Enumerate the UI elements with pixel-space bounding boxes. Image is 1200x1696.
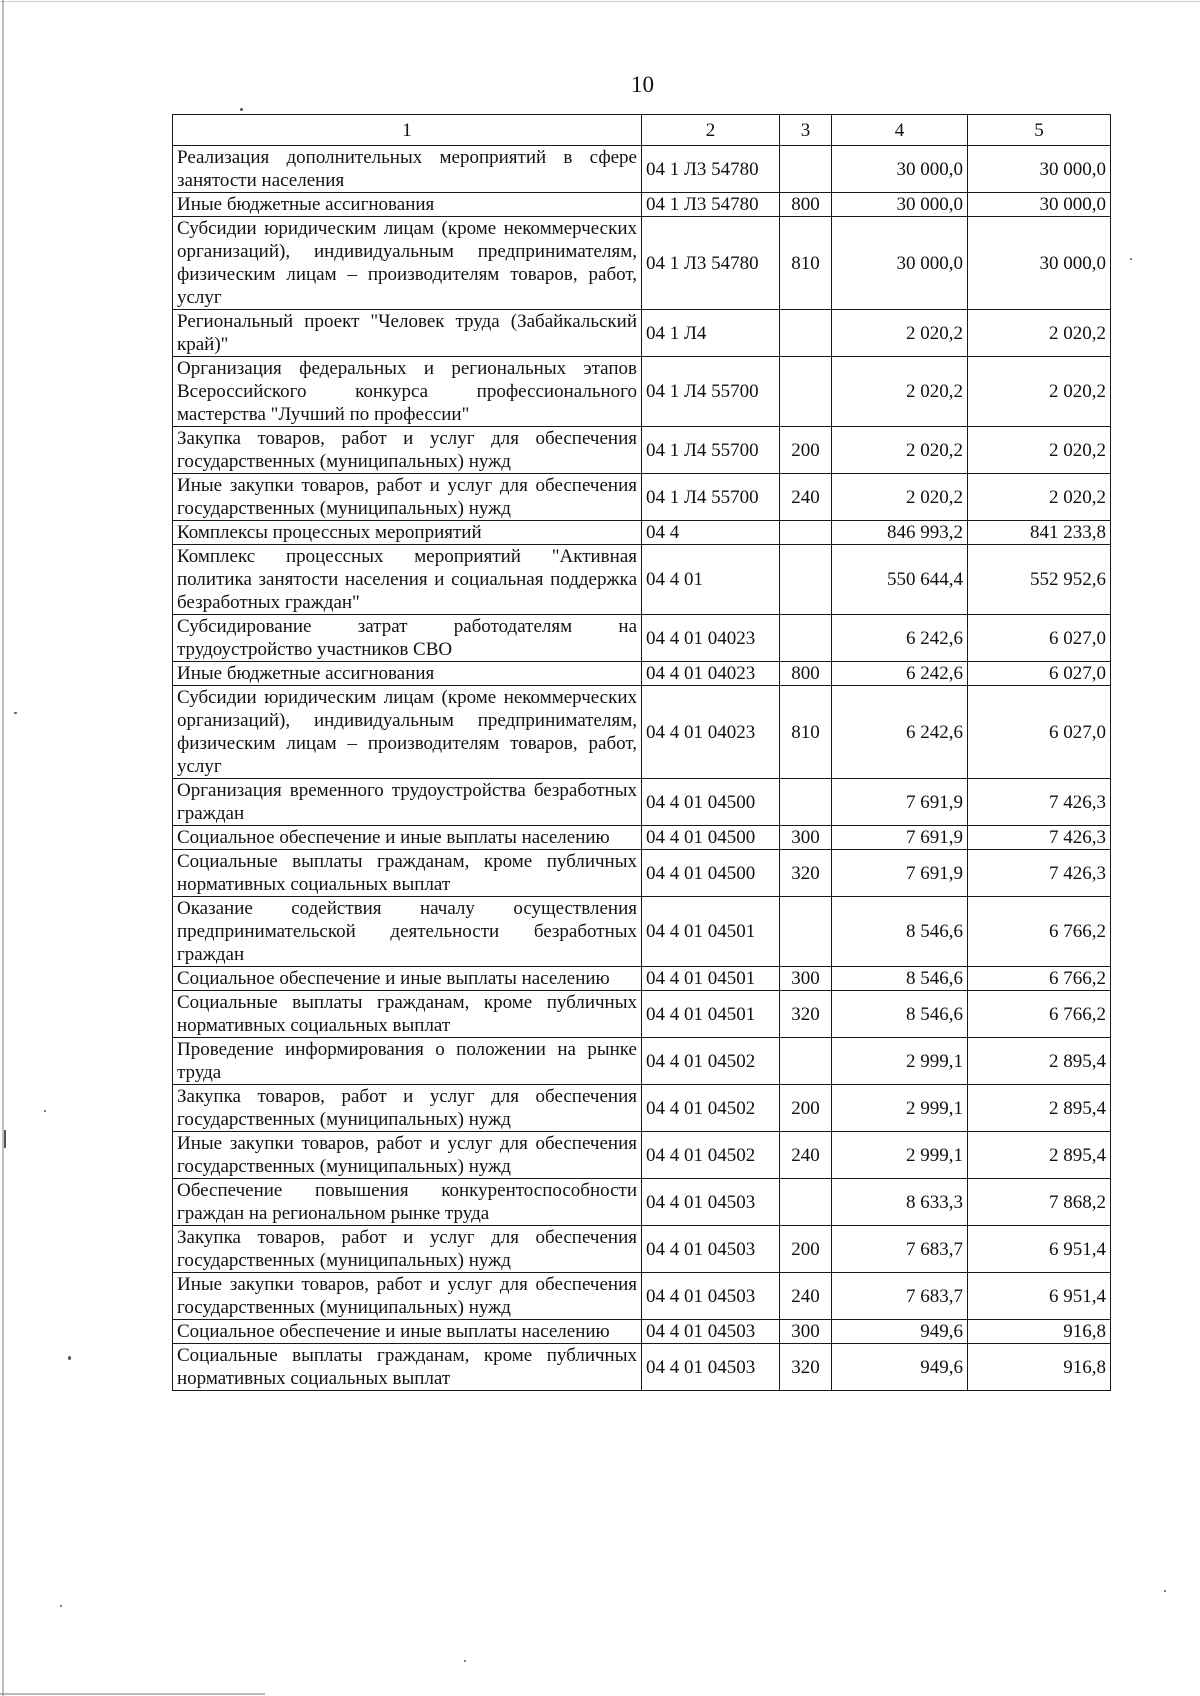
row-code-cell: 04 4 01 04503 xyxy=(642,1179,780,1226)
column-header-expense-type: 3 xyxy=(780,115,832,146)
scan-edge-bottom xyxy=(0,1693,265,1695)
row-amount-year-1-cell: 7 691,9 xyxy=(832,850,968,897)
row-name-cell: Иные закупки товаров, работ и услуг для обеспечения государственных (муниципальных) нужд xyxy=(173,474,642,521)
scan-speck xyxy=(464,1660,466,1662)
row-name-cell: Социальные выплаты гражданам, кроме публичных нормативных социальных выплат xyxy=(173,1344,642,1391)
row-name-cell: Социальное обеспечение и иные выплаты населению xyxy=(173,1320,642,1344)
row-amount-year-1-cell: 7 691,9 xyxy=(832,779,968,826)
row-expense-type-cell: 300 xyxy=(780,1320,832,1344)
table-row xyxy=(173,146,1111,193)
row-code-cell: 04 4 01 04500 xyxy=(642,779,780,826)
table-row xyxy=(173,1320,1111,1344)
row-name-cell: Иные закупки товаров, работ и услуг для обеспечения государственных (муниципальных) нужд xyxy=(173,1132,642,1179)
row-expense-type-cell: 240 xyxy=(780,1132,832,1179)
scan-speck xyxy=(1130,258,1132,260)
table-row xyxy=(173,474,1111,521)
row-amount-year-2-cell: 552 952,6 xyxy=(968,545,1111,615)
row-code-cell: 04 4 01 04503 xyxy=(642,1273,780,1320)
row-code-cell: 04 4 01 04500 xyxy=(642,826,780,850)
row-expense-type-cell: 320 xyxy=(780,850,832,897)
row-amount-year-1-cell: 7 691,9 xyxy=(832,826,968,850)
row-code-cell: 04 4 01 04502 xyxy=(642,1038,780,1085)
table-row xyxy=(173,991,1111,1038)
row-amount-year-2-cell: 6 027,0 xyxy=(968,662,1111,686)
row-code-cell: 04 1 Л4 55700 xyxy=(642,357,780,427)
table-row xyxy=(173,1273,1111,1320)
row-name-cell: Субсидии юридическим лицам (кроме некоммерческих организаций), индивидуальным предпринимателям, физическим лицам – производителям товаров, работ, услуг xyxy=(173,217,642,310)
row-amount-year-1-cell: 8 546,6 xyxy=(832,897,968,967)
row-amount-year-1-cell: 2 999,1 xyxy=(832,1038,968,1085)
row-code-cell: 04 4 01 04501 xyxy=(642,897,780,967)
row-name-cell: Комплексы процессных мероприятий xyxy=(173,521,642,545)
table-row xyxy=(173,615,1111,662)
row-name-cell: Социальное обеспечение и иные выплаты населению xyxy=(173,826,642,850)
row-code-cell: 04 4 01 04503 xyxy=(642,1226,780,1273)
row-expense-type-cell xyxy=(780,1179,832,1226)
row-amount-year-2-cell: 2 020,2 xyxy=(968,474,1111,521)
row-expense-type-cell: 320 xyxy=(780,991,832,1038)
row-amount-year-1-cell: 846 993,2 xyxy=(832,521,968,545)
row-code-cell: 04 1 Л3 54780 xyxy=(642,193,780,217)
row-amount-year-2-cell: 6 951,4 xyxy=(968,1273,1111,1320)
column-header-name: 1 xyxy=(173,115,642,146)
row-name-cell: Закупка товаров, работ и услуг для обеспечения государственных (муниципальных) нужд xyxy=(173,1226,642,1273)
column-header-amount-year-1: 4 xyxy=(832,115,968,146)
row-code-cell: 04 4 01 04023 xyxy=(642,662,780,686)
row-amount-year-2-cell: 2 020,2 xyxy=(968,427,1111,474)
scan-edge-left xyxy=(2,0,4,1696)
row-name-cell: Субсидирование затрат работодателям на трудоустройство участников СВО xyxy=(173,615,642,662)
table-row xyxy=(173,967,1111,991)
row-amount-year-1-cell: 2 020,2 xyxy=(832,427,968,474)
row-name-cell: Закупка товаров, работ и услуг для обеспечения государственных (муниципальных) нужд xyxy=(173,427,642,474)
row-code-cell: 04 4 01 04503 xyxy=(642,1344,780,1391)
row-amount-year-2-cell: 6 951,4 xyxy=(968,1226,1111,1273)
row-code-cell: 04 4 01 04023 xyxy=(642,686,780,779)
row-expense-type-cell: 800 xyxy=(780,662,832,686)
scan-speck xyxy=(44,1110,46,1112)
table-row xyxy=(173,779,1111,826)
row-name-cell: Иные бюджетные ассигнования xyxy=(173,662,642,686)
row-amount-year-2-cell: 7 426,3 xyxy=(968,850,1111,897)
table-row xyxy=(173,217,1111,310)
row-name-cell: Проведение информирования о положении на рынке труда xyxy=(173,1038,642,1085)
row-expense-type-cell xyxy=(780,357,832,427)
row-name-cell: Организация временного трудоустройства безработных граждан xyxy=(173,779,642,826)
page-number: 10 xyxy=(631,72,654,97)
scan-speck xyxy=(14,712,17,714)
row-amount-year-1-cell: 30 000,0 xyxy=(832,193,968,217)
row-expense-type-cell: 240 xyxy=(780,1273,832,1320)
row-name-cell: Социальные выплаты гражданам, кроме публичных нормативных социальных выплат xyxy=(173,991,642,1038)
table-row xyxy=(173,662,1111,686)
row-amount-year-2-cell: 6 027,0 xyxy=(968,686,1111,779)
row-amount-year-1-cell: 6 242,6 xyxy=(832,615,968,662)
table-row xyxy=(173,545,1111,615)
row-expense-type-cell: 200 xyxy=(780,427,832,474)
table-row xyxy=(173,850,1111,897)
row-expense-type-cell: 300 xyxy=(780,967,832,991)
row-amount-year-2-cell: 2 895,4 xyxy=(968,1085,1111,1132)
row-amount-year-2-cell: 30 000,0 xyxy=(968,146,1111,193)
row-name-cell: Комплекс процессных мероприятий "Активная политика занятости населения и социальная поддержка безработных граждан" xyxy=(173,545,642,615)
row-code-cell: 04 1 Л4 55700 xyxy=(642,474,780,521)
row-expense-type-cell: 810 xyxy=(780,217,832,310)
row-name-cell: Субсидии юридическим лицам (кроме некоммерческих организаций), индивидуальным предпринимателям, физическим лицам – производителям товаров, работ, услуг xyxy=(173,686,642,779)
row-code-cell: 04 4 01 04501 xyxy=(642,967,780,991)
row-name-cell: Обеспечение повышения конкурентоспособности граждан на региональном рынке труда xyxy=(173,1179,642,1226)
row-amount-year-1-cell: 6 242,6 xyxy=(832,662,968,686)
row-code-cell: 04 4 01 04503 xyxy=(642,1320,780,1344)
scan-speck xyxy=(1164,1590,1166,1592)
row-amount-year-2-cell: 6 766,2 xyxy=(968,991,1111,1038)
row-expense-type-cell xyxy=(780,146,832,193)
row-amount-year-2-cell: 6 027,0 xyxy=(968,615,1111,662)
row-expense-type-cell xyxy=(780,545,832,615)
row-expense-type-cell xyxy=(780,1038,832,1085)
budget-table xyxy=(172,114,1111,1391)
row-code-cell: 04 4 01 xyxy=(642,545,780,615)
row-amount-year-2-cell: 6 766,2 xyxy=(968,967,1111,991)
row-name-cell: Оказание содействия началу осуществления предпринимательской деятельности безработных граждан xyxy=(173,897,642,967)
row-amount-year-1-cell: 8 633,3 xyxy=(832,1179,968,1226)
row-code-cell: 04 1 Л4 55700 xyxy=(642,427,780,474)
row-name-cell: Социальные выплаты гражданам, кроме публичных нормативных социальных выплат xyxy=(173,850,642,897)
column-header-code: 2 xyxy=(642,115,780,146)
table-row xyxy=(173,1226,1111,1273)
row-code-cell: 04 4 01 04023 xyxy=(642,615,780,662)
row-amount-year-2-cell: 2 020,2 xyxy=(968,357,1111,427)
row-expense-type-cell: 200 xyxy=(780,1085,832,1132)
scan-speck xyxy=(240,108,243,111)
row-amount-year-2-cell: 30 000,0 xyxy=(968,193,1111,217)
row-amount-year-2-cell: 6 766,2 xyxy=(968,897,1111,967)
row-amount-year-1-cell: 2 999,1 xyxy=(832,1132,968,1179)
table-row xyxy=(173,1132,1111,1179)
table-row xyxy=(173,1038,1111,1085)
row-amount-year-2-cell: 7 426,3 xyxy=(968,826,1111,850)
row-expense-type-cell: 240 xyxy=(780,474,832,521)
row-name-cell: Организация федеральных и региональных этапов Всероссийского конкурса профессионального мастерства "Лучший по профессии" xyxy=(173,357,642,427)
row-amount-year-2-cell: 7 868,2 xyxy=(968,1179,1111,1226)
scan-edge-top xyxy=(0,1,1200,2)
row-expense-type-cell xyxy=(780,615,832,662)
row-code-cell: 04 1 Л4 xyxy=(642,310,780,357)
row-amount-year-1-cell: 8 546,6 xyxy=(832,967,968,991)
row-expense-type-cell xyxy=(780,521,832,545)
scan-speck xyxy=(60,1605,62,1607)
table-row xyxy=(173,1085,1111,1132)
row-amount-year-1-cell: 2 020,2 xyxy=(832,310,968,357)
row-name-cell: Социальное обеспечение и иные выплаты населению xyxy=(173,967,642,991)
table-row xyxy=(173,427,1111,474)
table-row xyxy=(173,310,1111,357)
scan-speck xyxy=(4,1130,6,1148)
scan-speck xyxy=(68,1356,71,1360)
row-amount-year-2-cell: 2 020,2 xyxy=(968,310,1111,357)
row-amount-year-1-cell: 2 020,2 xyxy=(832,474,968,521)
row-amount-year-2-cell: 2 895,4 xyxy=(968,1132,1111,1179)
row-amount-year-1-cell: 550 644,4 xyxy=(832,545,968,615)
row-amount-year-2-cell: 916,8 xyxy=(968,1344,1111,1391)
row-expense-type-cell xyxy=(780,897,832,967)
row-amount-year-2-cell: 7 426,3 xyxy=(968,779,1111,826)
row-expense-type-cell: 800 xyxy=(780,193,832,217)
row-expense-type-cell xyxy=(780,310,832,357)
row-name-cell: Региональный проект "Человек труда (Забайкальский край)" xyxy=(173,310,642,357)
table-row xyxy=(173,686,1111,779)
row-expense-type-cell: 810 xyxy=(780,686,832,779)
row-amount-year-1-cell: 2 020,2 xyxy=(832,357,968,427)
row-code-cell: 04 4 01 04501 xyxy=(642,991,780,1038)
row-amount-year-2-cell: 30 000,0 xyxy=(968,217,1111,310)
row-amount-year-1-cell: 8 546,6 xyxy=(832,991,968,1038)
table-header-row xyxy=(173,115,1111,146)
column-header-amount-year-2: 5 xyxy=(968,115,1111,146)
row-amount-year-2-cell: 2 895,4 xyxy=(968,1038,1111,1085)
row-expense-type-cell: 200 xyxy=(780,1226,832,1273)
row-amount-year-1-cell: 6 242,6 xyxy=(832,686,968,779)
table-body xyxy=(173,146,1111,1391)
table-row xyxy=(173,193,1111,217)
row-code-cell: 04 1 Л3 54780 xyxy=(642,146,780,193)
table-row xyxy=(173,897,1111,967)
row-name-cell: Иные бюджетные ассигнования xyxy=(173,193,642,217)
row-amount-year-1-cell: 949,6 xyxy=(832,1320,968,1344)
row-amount-year-1-cell: 949,6 xyxy=(832,1344,968,1391)
row-expense-type-cell: 300 xyxy=(780,826,832,850)
row-amount-year-1-cell: 30 000,0 xyxy=(832,217,968,310)
row-name-cell: Закупка товаров, работ и услуг для обеспечения государственных (муниципальных) нужд xyxy=(173,1085,642,1132)
row-expense-type-cell xyxy=(780,779,832,826)
table-row xyxy=(173,826,1111,850)
row-amount-year-1-cell: 30 000,0 xyxy=(832,146,968,193)
row-code-cell: 04 4 01 04502 xyxy=(642,1132,780,1179)
row-amount-year-1-cell: 7 683,7 xyxy=(832,1273,968,1320)
row-code-cell: 04 4 01 04502 xyxy=(642,1085,780,1132)
row-name-cell: Иные закупки товаров, работ и услуг для обеспечения государственных (муниципальных) нужд xyxy=(173,1273,642,1320)
table-row xyxy=(173,1344,1111,1391)
row-expense-type-cell: 320 xyxy=(780,1344,832,1391)
row-amount-year-2-cell: 841 233,8 xyxy=(968,521,1111,545)
row-name-cell: Реализация дополнительных мероприятий в сфере занятости населения xyxy=(173,146,642,193)
table-row xyxy=(173,1179,1111,1226)
row-code-cell: 04 4 xyxy=(642,521,780,545)
row-amount-year-1-cell: 7 683,7 xyxy=(832,1226,968,1273)
table-row xyxy=(173,521,1111,545)
row-code-cell: 04 1 Л3 54780 xyxy=(642,217,780,310)
row-amount-year-2-cell: 916,8 xyxy=(968,1320,1111,1344)
row-code-cell: 04 4 01 04500 xyxy=(642,850,780,897)
row-amount-year-1-cell: 2 999,1 xyxy=(832,1085,968,1132)
table-row xyxy=(173,357,1111,427)
